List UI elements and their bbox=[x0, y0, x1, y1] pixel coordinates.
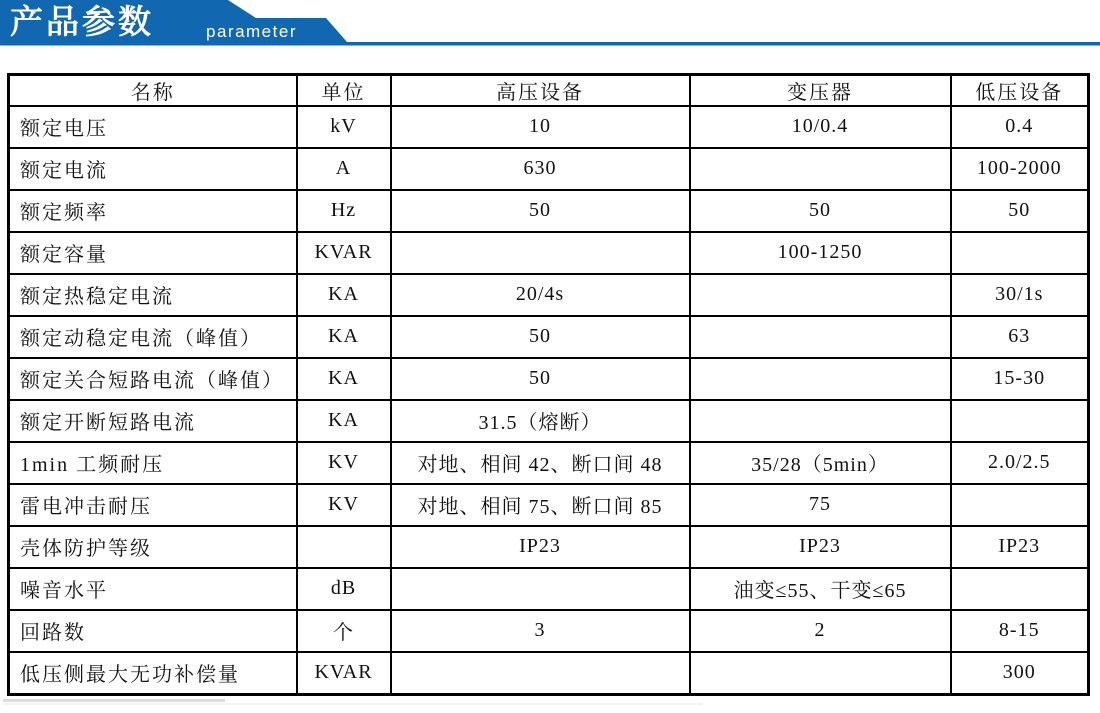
table-cell bbox=[951, 232, 1089, 274]
column-header: 高压设备 bbox=[391, 75, 690, 107]
table-cell: 100-2000 bbox=[951, 148, 1089, 190]
table-header bbox=[9, 75, 1089, 107]
table-cell: 壳体防护等级 bbox=[9, 526, 297, 568]
table-cell: KA bbox=[297, 400, 391, 442]
table-row bbox=[9, 610, 1089, 652]
table-cell bbox=[951, 400, 1089, 442]
table-cell bbox=[391, 568, 690, 610]
table-row bbox=[9, 526, 1089, 568]
table-cell: 回路数 bbox=[9, 610, 297, 652]
table-cell: 对地、相间 42、断口间 48 bbox=[391, 442, 690, 484]
table-cell: dB bbox=[297, 568, 391, 610]
bottom-artifact-gray bbox=[3, 699, 225, 702]
table-row bbox=[9, 400, 1089, 442]
table-cell: 2.0/2.5 bbox=[951, 442, 1089, 484]
table-cell: Hz bbox=[297, 190, 391, 232]
table-cell: 30/1s bbox=[951, 274, 1089, 316]
table-row bbox=[9, 358, 1089, 400]
table-cell: 额定关合短路电流（峰值） bbox=[9, 358, 297, 400]
table-cell: KV bbox=[297, 484, 391, 526]
table-cell: IP23 bbox=[951, 526, 1089, 568]
table-cell: 额定热稳定电流 bbox=[9, 274, 297, 316]
table-cell: 35/28（5min） bbox=[690, 442, 951, 484]
table-cell: kV bbox=[297, 106, 391, 148]
table-cell: 75 bbox=[690, 484, 951, 526]
column-header: 名称 bbox=[9, 75, 297, 107]
table-cell: 31.5（熔断） bbox=[391, 400, 690, 442]
table-cell: IP23 bbox=[690, 526, 951, 568]
table-cell: KVAR bbox=[297, 652, 391, 695]
table-row bbox=[9, 274, 1089, 316]
table-cell: 额定频率 bbox=[9, 190, 297, 232]
table-cell bbox=[690, 274, 951, 316]
table-cell: A bbox=[297, 148, 391, 190]
column-header: 变压器 bbox=[690, 75, 951, 107]
table-cell: 50 bbox=[391, 358, 690, 400]
table-cell bbox=[391, 232, 690, 274]
table-cell: 3 bbox=[391, 610, 690, 652]
column-header: 低压设备 bbox=[951, 75, 1089, 107]
table-header-row bbox=[9, 75, 1089, 107]
bottom-artifact-cyan bbox=[3, 703, 703, 705]
table-cell: KA bbox=[297, 316, 391, 358]
page-subtitle: parameter bbox=[206, 22, 297, 41]
table-cell: KV bbox=[297, 442, 391, 484]
table-row bbox=[9, 568, 1089, 610]
table-cell: KA bbox=[297, 358, 391, 400]
table-cell: 50 bbox=[391, 316, 690, 358]
page-title: 产品参数 bbox=[10, 3, 154, 40]
table-cell: IP23 bbox=[391, 526, 690, 568]
table-body bbox=[9, 106, 1089, 695]
banner-shape bbox=[0, 0, 1100, 47]
table-cell: 油变≤55、干变≤65 bbox=[690, 568, 951, 610]
table-row bbox=[9, 106, 1089, 148]
table-cell bbox=[690, 358, 951, 400]
table-cell bbox=[297, 526, 391, 568]
banner-polygon bbox=[0, 0, 1100, 46]
table-row bbox=[9, 148, 1089, 190]
table-row bbox=[9, 442, 1089, 484]
table-cell: KA bbox=[297, 274, 391, 316]
parameters-table bbox=[7, 73, 1090, 696]
table-cell: 额定电压 bbox=[9, 106, 297, 148]
table-cell: 额定开断短路电流 bbox=[9, 400, 297, 442]
table-cell bbox=[690, 400, 951, 442]
table-cell: 额定电流 bbox=[9, 148, 297, 190]
table-row bbox=[9, 652, 1089, 695]
table-row bbox=[9, 316, 1089, 358]
table-cell: 100-1250 bbox=[690, 232, 951, 274]
column-header: 单位 bbox=[297, 75, 391, 107]
table-cell: 2 bbox=[690, 610, 951, 652]
table-cell: 10/0.4 bbox=[690, 106, 951, 148]
table-cell: 50 bbox=[391, 190, 690, 232]
table-cell: 20/4s bbox=[391, 274, 690, 316]
table-cell: 1min 工频耐压 bbox=[9, 442, 297, 484]
table-cell: 额定动稳定电流（峰值） bbox=[9, 316, 297, 358]
table-cell: 50 bbox=[690, 190, 951, 232]
table-row bbox=[9, 484, 1089, 526]
table-cell: 300 bbox=[951, 652, 1089, 695]
table-cell bbox=[391, 652, 690, 695]
table-cell: 15-30 bbox=[951, 358, 1089, 400]
table-cell: 雷电冲击耐压 bbox=[9, 484, 297, 526]
table-cell: 噪音水平 bbox=[9, 568, 297, 610]
table-cell: 0.4 bbox=[951, 106, 1089, 148]
table-row bbox=[9, 232, 1089, 274]
table-cell bbox=[690, 316, 951, 358]
table-cell: 个 bbox=[297, 610, 391, 652]
table-cell: 对地、相间 75、断口间 85 bbox=[391, 484, 690, 526]
table-cell: 10 bbox=[391, 106, 690, 148]
table-cell bbox=[690, 148, 951, 190]
table-row bbox=[9, 190, 1089, 232]
table-cell: 低压侧最大无功补偿量 bbox=[9, 652, 297, 695]
table-cell: 8-15 bbox=[951, 610, 1089, 652]
table-cell bbox=[951, 484, 1089, 526]
table-cell: KVAR bbox=[297, 232, 391, 274]
table-cell bbox=[690, 652, 951, 695]
table-cell: 63 bbox=[951, 316, 1089, 358]
table-cell: 额定容量 bbox=[9, 232, 297, 274]
table-cell: 50 bbox=[951, 190, 1089, 232]
table-cell bbox=[951, 568, 1089, 610]
table-cell: 630 bbox=[391, 148, 690, 190]
